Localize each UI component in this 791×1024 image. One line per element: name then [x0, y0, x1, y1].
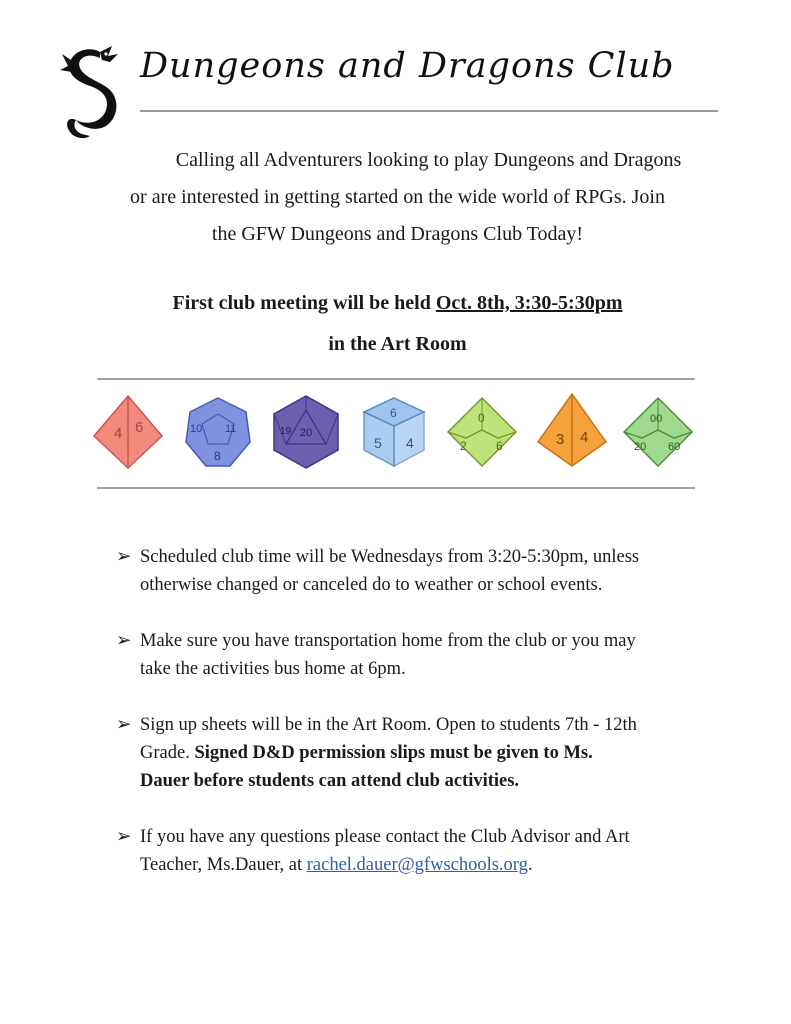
meeting-date: Oct. 8th, 3:30-5:30pm: [435, 292, 623, 314]
page-title: Dungeons and Dragons Club: [140, 46, 675, 86]
meeting-line: [90, 283, 705, 324]
bullet-text: Teacher, Ms.Dauer, at: [140, 855, 307, 875]
die-label: 10: [190, 423, 203, 435]
meeting-prefix: First club meeting will be held: [172, 292, 436, 314]
bullet-text: Grade.: [140, 743, 195, 763]
die-label: 4: [580, 429, 589, 446]
d4-die-icon: [90, 392, 166, 472]
title-divider: [140, 110, 718, 112]
die-label: 6: [135, 419, 144, 436]
intro-line: or are interested in getting started on the wide world of RPGs. Join: [130, 186, 665, 208]
die-label: 4: [114, 425, 123, 442]
die-label: 4: [406, 435, 414, 451]
d4-orange-die-icon: [534, 392, 610, 472]
meeting-location: in the Art Room: [328, 333, 467, 355]
intro-line: Calling all Adventurers looking to play Dungeons and Dragons: [175, 149, 682, 171]
advisor-email-link[interactable]: rachel.dauer@gfwschools.org: [306, 855, 528, 875]
info-bullet-list: [116, 543, 716, 907]
permission-notice: Signed D&D permission slips must be given to Ms.: [194, 743, 593, 763]
list-item: [116, 711, 716, 795]
list-item: [116, 823, 716, 879]
bullet-text-line: [140, 851, 716, 879]
die-label: 6: [390, 406, 397, 420]
die-label: 19: [280, 426, 292, 437]
bullet-text: Scheduled club time will be Wednesdays from 3:20-5:30pm, unless: [140, 547, 640, 567]
list-item: [116, 627, 716, 683]
bullet-text: otherwise changed or canceled do to weather or school events.: [140, 575, 603, 595]
die-label: 6: [496, 439, 503, 453]
die-label: 60: [668, 441, 681, 453]
arrow-bullet-icon: ➢: [116, 715, 132, 735]
die-label: 11: [225, 423, 237, 435]
die-label: 2: [460, 439, 467, 453]
die-label: 20: [300, 427, 313, 439]
die-label: 8: [214, 449, 221, 463]
list-item: [116, 543, 716, 599]
bullet-text-line: [140, 739, 716, 767]
bullet-text: .: [527, 855, 533, 875]
permission-notice: Dauer before students can attend club activities.: [140, 771, 520, 791]
d12-die-icon: [180, 392, 256, 472]
dice-top-divider: [97, 378, 695, 380]
arrow-bullet-icon: ➢: [116, 631, 132, 651]
dragon-logo-icon: [60, 44, 122, 144]
arrow-bullet-icon: ➢: [116, 547, 132, 567]
d10-percentile-die-icon: [620, 392, 696, 472]
meeting-announcement: [90, 283, 705, 365]
d10-die-icon: [444, 392, 520, 472]
die-label: 00: [650, 413, 663, 425]
arrow-bullet-icon: ➢: [116, 827, 132, 847]
bullet-text: Make sure you have transportation home from the club or you may: [140, 631, 636, 651]
die-label: 3: [556, 431, 565, 448]
bullet-text: If you have any questions please contact the Club Advisor and Art: [140, 827, 630, 847]
intro-line: the GFW Dungeons and Dragons Club Today!: [211, 223, 584, 245]
die-label: 20: [634, 441, 647, 453]
die-label: 0: [478, 411, 485, 425]
bullet-text: take the activities bus home at 6pm.: [140, 659, 406, 679]
die-label: 5: [374, 435, 382, 451]
dice-illustration: [90, 392, 700, 472]
intro-paragraph: [90, 142, 705, 253]
bullet-text: Sign up sheets will be in the Art Room. Open to students 7th - 12th: [140, 715, 637, 735]
d20-die-icon: [268, 392, 344, 472]
dice-bottom-divider: [97, 487, 695, 489]
d6-die-icon: [356, 392, 432, 472]
